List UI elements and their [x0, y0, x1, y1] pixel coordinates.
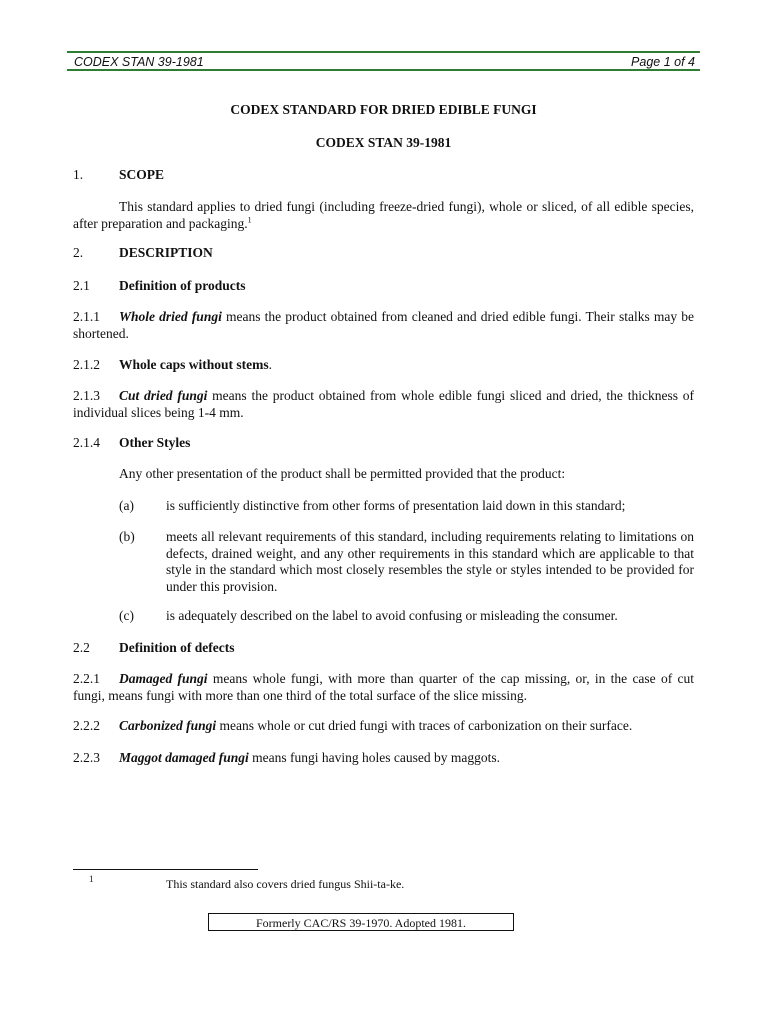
page-number: Page 1 of 4 [631, 55, 695, 69]
section-2-2-1-text: means whole fungi, with more than quarter of the cap missing, or, in the case of cut fungi, means fungi with more than one third of the total surface of the slice missing. [73, 671, 694, 703]
section-2-1-4-number: 2.1.4 [73, 435, 100, 450]
list-item-text-b: meets all relevant requirements of this standard, including requirements relating to limitations on defects, drained weight, and any other requirements in this standard which are applicable to that style in the standard which most closely resembles the style or styles intended to be provided for under this provision. [166, 529, 694, 594]
section-2-2-number: 2.2 [73, 640, 90, 655]
section-1-number: 1. [73, 167, 84, 182]
section-2-number: 2. [73, 245, 84, 260]
term-maggot-damaged-fungi: Maggot damaged fungi [119, 750, 249, 765]
section-2-1-2-number: 2.1.2 [73, 357, 100, 372]
footnote-divider [73, 869, 258, 870]
term-damaged-fungi: Damaged fungi [119, 671, 208, 686]
footnote-reference: 1 [247, 215, 252, 224]
section-2-1-2-heading: Whole caps without stems [119, 357, 269, 372]
section-2-1-3 [73, 388, 694, 421]
section-2-2-3-number: 2.2.3 [73, 750, 100, 765]
section-2-1-heading: Definition of products [119, 278, 246, 293]
term-whole-dried-fungi: Whole dried fungi [119, 309, 222, 324]
section-2-2-1 [73, 671, 694, 704]
footnote-text: This standard also covers dried fungus Shii-ta-ke. [166, 877, 405, 891]
section-2-1-number: 2.1 [73, 278, 90, 293]
document-title: CODEX STANDARD FOR DRIED EDIBLE FUNGI [230, 102, 537, 117]
scope-text: This standard applies to dried fungi (including freeze-dried fungi), whole or sliced, of all edible species, after preparation and packaging. [73, 199, 694, 231]
section-2-1-1 [73, 309, 694, 342]
section-2-1-2 [119, 357, 272, 374]
section-2-2-2-number: 2.2.2 [73, 718, 100, 733]
list-item-label-b: (b) [119, 529, 135, 544]
section-2-2-3 [73, 750, 694, 767]
section-2-2-2 [73, 718, 694, 735]
period: . [268, 357, 273, 372]
document-subtitle: CODEX STAN 39-1981 [315, 135, 452, 150]
list-item-text-a: is sufficiently distinctive from other forms of presentation laid down in this standard; [166, 498, 626, 513]
section-2-1-3-number: 2.1.3 [73, 388, 100, 403]
document-id: CODEX STAN 39-1981 [74, 55, 204, 69]
section-2-2-heading: Definition of defects [119, 640, 235, 655]
list-item-label-c: (c) [119, 608, 134, 623]
section-2-2-2-text: means whole or cut dried fungi with traces of carbonization on their surface. [216, 718, 633, 733]
section-2-heading: DESCRIPTION [119, 245, 213, 260]
section-1-heading: SCOPE [119, 167, 165, 182]
list-item-text-c: is adequately described on the label to avoid confusing or misleading the consumer. [166, 608, 618, 623]
section-2-1-1-number: 2.1.1 [73, 309, 100, 324]
footnote-mark: 1 [89, 874, 94, 884]
scope-paragraph [73, 199, 694, 232]
term-cut-dried-fungi: Cut dried fungi [119, 388, 208, 403]
section-2-1-3-text: means the product obtained from whole edible fungi sliced and dried, the thickness of individual slices being 1-4 mm. [73, 388, 694, 420]
section-2-1-1-text: means the product obtained from cleaned and dried edible fungi. Their stalks may be shortened. [73, 309, 694, 341]
section-2-2-3-text: means fungi having holes caused by maggots. [248, 750, 500, 765]
adoption-note-box: Formerly CAC/RS 39-1970. Adopted 1981. [208, 913, 514, 931]
list-item-label-a: (a) [119, 498, 134, 513]
section-2-2-1-number: 2.2.1 [73, 671, 100, 686]
term-carbonized-fungi: Carbonized fungi [119, 718, 217, 733]
page-header [67, 51, 700, 71]
other-styles-intro: Any other presentation of the product shall be permitted provided that the product: [119, 466, 566, 481]
section-2-1-4-heading: Other Styles [119, 435, 191, 450]
